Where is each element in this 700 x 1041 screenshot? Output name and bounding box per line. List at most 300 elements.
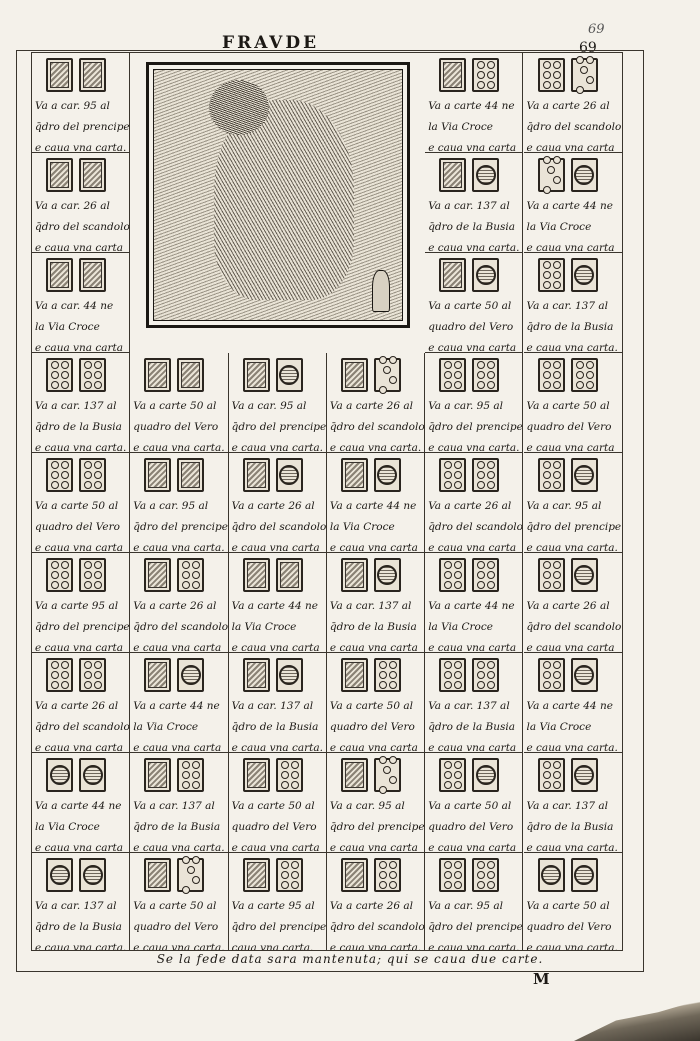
instruction-line: Va a car. 95 al	[329, 800, 405, 812]
left-card	[46, 58, 73, 92]
instruction-line: Va a carte 50 al	[329, 700, 413, 712]
instruction-line: Va a carte 44 ne	[329, 500, 417, 512]
card-pips-icon	[444, 861, 461, 889]
card-pair	[243, 558, 313, 594]
instruction-line: e caua vna carta	[231, 642, 320, 653]
card-coin-icon	[574, 265, 594, 285]
right-card	[571, 58, 598, 92]
instruction-line: Va a car. 95 al	[428, 400, 503, 412]
right-card	[571, 258, 598, 292]
card-pair	[439, 158, 509, 194]
right-card	[79, 558, 106, 592]
card-pips-icon	[543, 461, 560, 489]
instruction-line: q̄dro del prencipe	[35, 121, 130, 133]
instruction-line: Va a car. 26 al	[35, 200, 110, 212]
instruction-line: e caua vna carta	[231, 542, 320, 553]
instruction-line: Va a car. 137 al	[428, 700, 510, 712]
instruction-line: Va a car. 95 al	[428, 900, 503, 912]
instruction-line: e caua vna carta	[133, 642, 222, 653]
left-card	[46, 458, 73, 492]
card-pair	[144, 758, 214, 794]
card-pair	[144, 858, 214, 894]
instruction-line: e caua vna carta.	[35, 142, 127, 153]
card-pair	[538, 758, 608, 794]
card-coin-icon	[574, 865, 594, 885]
board-cell	[327, 453, 425, 553]
card-figure-icon	[83, 62, 102, 88]
cell-instruction	[527, 696, 621, 753]
card-figure-icon	[148, 662, 167, 688]
cell-instruction	[133, 596, 229, 653]
card-pips-icon	[543, 61, 560, 89]
board-cell	[229, 853, 327, 950]
left-card	[439, 658, 466, 692]
instruction-line: Va a carte 50 al	[133, 400, 217, 412]
card-figure-icon	[83, 262, 102, 288]
card-coin-icon	[574, 465, 594, 485]
instruction-line: q̄dro del scandolo	[133, 621, 229, 633]
card-coin-icon	[83, 765, 103, 785]
instruction-line: e caua vna carta.	[329, 442, 422, 453]
board-cell	[524, 853, 623, 950]
right-card	[177, 358, 204, 392]
cell-instruction	[527, 96, 621, 153]
left-card	[243, 858, 270, 892]
card-pair	[439, 58, 509, 94]
instruction-line: e caua vna carta	[35, 642, 123, 653]
right-card	[571, 658, 598, 692]
instruction-line: Va a carte 50 al	[526, 400, 610, 412]
card-figure-icon	[345, 862, 364, 888]
card-pips-icon	[84, 661, 101, 689]
instruction-line: quadro del Vero	[133, 921, 219, 933]
cell-instruction	[133, 796, 225, 853]
handwritten-page-number: 69	[588, 22, 605, 37]
instruction-line: la Via Croce	[35, 821, 100, 833]
instruction-line: la Via Croce	[231, 621, 297, 633]
card-coin-icon	[476, 165, 496, 185]
cell-instruction	[428, 896, 523, 950]
instruction-line: e caua vna carta.	[231, 742, 323, 753]
cell-instruction	[428, 196, 520, 253]
card-pips-icon	[444, 761, 461, 789]
card-coin-icon	[377, 465, 397, 485]
cell-instruction	[527, 596, 621, 653]
board-cell	[229, 553, 327, 653]
woodcut-head	[209, 80, 269, 135]
instruction-line: q̄dro del scandolo	[526, 621, 622, 633]
board-cell	[327, 753, 425, 853]
left-card	[144, 758, 171, 792]
right-card	[79, 658, 106, 692]
card-pips-icon	[543, 761, 560, 789]
cell-instruction	[35, 96, 130, 153]
cell-instruction	[330, 696, 422, 753]
cell-instruction	[428, 96, 520, 153]
board-cell	[524, 753, 623, 853]
left-card	[538, 158, 565, 192]
right-card	[472, 658, 499, 692]
board-cell	[229, 453, 327, 553]
card-pair	[538, 658, 608, 694]
board-cell	[32, 653, 130, 753]
instruction-line: Va a carte 50 al	[428, 800, 512, 812]
board-cell	[130, 453, 228, 553]
cell-instruction	[35, 596, 130, 653]
instruction-line: Va a carte 44 ne	[35, 800, 122, 812]
card-figure-icon	[345, 462, 364, 488]
right-card	[571, 158, 598, 192]
instruction-line: q̄dro del prencipe	[428, 921, 523, 933]
card-pips-icon	[477, 361, 494, 389]
card-pips-icon	[543, 156, 560, 194]
board-cell	[524, 453, 623, 553]
left-card	[341, 358, 368, 392]
instruction-line: q̄dro del prencipe	[231, 921, 327, 933]
card-pips-icon	[51, 361, 68, 389]
card-figure-icon	[345, 762, 364, 788]
left-card	[144, 658, 171, 692]
instruction-line: q̄dro de la Busia	[231, 721, 319, 733]
card-figure-icon	[280, 562, 299, 588]
card-coin-icon	[377, 565, 397, 585]
card-pips-icon	[182, 761, 199, 789]
instruction-line: caua vna carta.	[231, 942, 314, 950]
instruction-line: e caua vna carta	[526, 142, 615, 153]
left-card	[46, 658, 73, 692]
cell-instruction	[133, 896, 225, 950]
instruction-line: e caua vna carta.	[526, 342, 618, 353]
card-figure-icon	[148, 762, 167, 788]
card-coin-icon	[476, 765, 496, 785]
instruction-line: Va a car. 137 al	[133, 800, 215, 812]
left-card	[538, 858, 565, 892]
instruction-line: quadro del Vero	[329, 721, 415, 733]
board-cell	[130, 753, 228, 853]
cell-instruction	[527, 896, 621, 950]
left-card	[439, 358, 466, 392]
board-cell	[229, 753, 327, 853]
instruction-line: q̄dro de la Busia	[329, 621, 417, 633]
card-figure-icon	[148, 562, 167, 588]
instruction-line: Va a car. 137 al	[231, 700, 314, 712]
instruction-line: Va a car. 95 al	[231, 400, 307, 412]
instruction-line: la Via Croce	[35, 321, 100, 333]
card-pair	[46, 458, 116, 494]
cell-instruction	[35, 496, 127, 553]
card-coin-icon	[476, 265, 496, 285]
left-card	[144, 858, 171, 892]
card-coin-icon	[574, 765, 594, 785]
instruction-line: Va a carte 44 ne	[428, 600, 515, 612]
instruction-line: la Via Croce	[329, 521, 395, 533]
right-card	[374, 558, 401, 592]
instruction-line: Va a car. 137 al	[526, 800, 608, 812]
left-card	[538, 258, 565, 292]
cell-instruction	[330, 596, 422, 653]
cell-instruction	[428, 496, 523, 553]
cell-instruction	[133, 696, 225, 753]
card-figure-icon	[50, 62, 69, 88]
card-pair	[243, 858, 313, 894]
instruction-line: Va a carte 44 ne	[526, 200, 613, 212]
board-cell	[425, 53, 523, 153]
card-pips-icon	[51, 661, 68, 689]
card-coin-icon	[279, 465, 299, 485]
board-cell	[524, 553, 623, 653]
instruction-line: la Via Croce	[133, 721, 199, 733]
right-card	[79, 158, 106, 192]
board-cell	[425, 853, 523, 950]
card-figure-icon	[247, 462, 266, 488]
card-pips-icon	[444, 561, 461, 589]
right-card	[571, 458, 598, 492]
instruction-line: Va a carte 44 ne	[428, 100, 515, 112]
right-card	[374, 458, 401, 492]
board-cell	[32, 253, 130, 353]
card-figure-icon	[443, 162, 462, 188]
card-pips-icon	[444, 661, 461, 689]
board-cell	[327, 353, 425, 453]
left-card	[439, 58, 466, 92]
card-coin-icon	[181, 665, 201, 685]
instruction-line: quadro del Vero	[133, 421, 219, 433]
cell-instruction	[527, 296, 621, 353]
instruction-line: q̄dro del scandolo	[428, 521, 523, 533]
instruction-line: e caua vna carta.	[133, 942, 225, 950]
instruction-line: q̄dro del scandolo	[329, 421, 425, 433]
cell-instruction	[428, 696, 520, 753]
instruction-line: e caua vna carta	[35, 542, 123, 553]
woodcut-engraving	[153, 69, 403, 321]
card-pair	[243, 358, 313, 394]
board-cell	[425, 753, 523, 853]
right-card	[276, 358, 303, 392]
card-pair	[46, 158, 116, 194]
card-pair	[243, 658, 313, 694]
card-pips-icon	[182, 856, 199, 894]
card-pips-icon	[84, 461, 101, 489]
card-pair	[341, 458, 411, 494]
board-cell	[229, 653, 327, 753]
board-cell	[130, 653, 228, 753]
instruction-line: q̄dro del prencipe	[526, 521, 622, 533]
card-pair	[46, 758, 116, 794]
cell-instruction	[35, 696, 130, 753]
instruction-line: Va a car. 137 al	[329, 600, 412, 612]
instruction-line: la Via Croce	[526, 221, 592, 233]
card-pair	[243, 458, 313, 494]
instruction-line: q̄dro del scandolo	[329, 921, 425, 933]
card-pips-icon	[379, 356, 396, 394]
left-card	[46, 158, 73, 192]
footer-caption: Se la fede data sara mantenuta; qui se caua due carte.	[156, 952, 544, 966]
instruction-line: Va a carte 50 al	[428, 300, 512, 312]
instruction-line: quadro del Vero	[35, 521, 120, 533]
board-cell	[425, 453, 523, 553]
card-pair	[144, 658, 214, 694]
instruction-line: e caua vna carta	[428, 542, 517, 553]
instruction-line: e caua vna carta	[526, 242, 615, 253]
right-card	[374, 358, 401, 392]
board-cell	[32, 453, 130, 553]
left-card	[243, 358, 270, 392]
card-pips-icon	[444, 361, 461, 389]
right-card	[472, 558, 499, 592]
left-card	[243, 758, 270, 792]
instruction-line: Va a carte 44 ne	[133, 700, 220, 712]
left-card	[144, 458, 171, 492]
instruction-line: q̄dro del scandolo	[35, 721, 130, 733]
card-figure-icon	[345, 562, 364, 588]
instruction-line: e caua vna carta.	[35, 442, 127, 453]
instruction-line: q̄dro de la Busia	[526, 321, 614, 333]
left-card	[538, 358, 565, 392]
card-pair	[46, 358, 116, 394]
signature-mark: M	[533, 970, 550, 988]
instruction-line: Va a carte 50 al	[133, 900, 217, 912]
instruction-line: Va a carte 95 al	[35, 600, 119, 612]
instruction-line: e caua vna carta	[428, 842, 517, 853]
right-card	[177, 558, 204, 592]
left-card	[46, 258, 73, 292]
right-card	[79, 58, 106, 92]
instruction-line: e caua vna carta	[428, 742, 517, 753]
instruction-line: la Via Croce	[526, 721, 592, 733]
instruction-line: e caua vna carta	[428, 342, 517, 353]
right-card	[79, 858, 106, 892]
left-card	[46, 558, 73, 592]
board-cell	[327, 553, 425, 653]
board-cell	[524, 53, 623, 153]
instruction-line: Va a carte 26 al	[526, 100, 610, 112]
instruction-line: quadro del Vero	[526, 421, 612, 433]
cell-instruction	[428, 396, 523, 453]
card-figure-icon	[181, 462, 200, 488]
cell-instruction	[35, 296, 127, 353]
card-pips-icon	[477, 561, 494, 589]
card-figure-icon	[247, 762, 266, 788]
board-cell	[229, 353, 327, 453]
board-cell	[524, 153, 623, 253]
fraud-woodcut-illustration	[146, 62, 410, 328]
card-pair	[144, 558, 214, 594]
board-cell	[32, 353, 130, 453]
instruction-line: Va a carte 26 al	[526, 600, 610, 612]
instruction-line: Va a carte 26 al	[231, 500, 315, 512]
instruction-line: e caua vna carta	[329, 542, 418, 553]
cell-instruction	[35, 896, 127, 950]
card-pair	[144, 458, 214, 494]
instruction-line: e caua vna carta.	[526, 542, 618, 553]
instruction-line: e caua vna carta.	[526, 942, 618, 950]
right-card	[79, 258, 106, 292]
cell-instruction	[133, 396, 225, 453]
instruction-line: e caua vna carta.	[428, 442, 520, 453]
left-card	[439, 258, 466, 292]
card-pair	[341, 758, 411, 794]
right-card	[177, 658, 204, 692]
cell-instruction	[231, 396, 327, 453]
left-card	[341, 858, 368, 892]
board-cell	[524, 653, 623, 753]
board-cell	[425, 353, 523, 453]
card-pair	[46, 658, 116, 694]
instruction-line: e caua vna carta.	[133, 542, 225, 553]
board-cell	[32, 753, 130, 853]
card-pair	[243, 758, 313, 794]
instruction-line: q̄dro de la Busia	[428, 221, 516, 233]
cell-instruction	[527, 496, 621, 553]
instruction-line: Va a carte 50 al	[231, 800, 315, 812]
card-pips-icon	[543, 561, 560, 589]
instruction-line: Va a carte 26 al	[35, 700, 119, 712]
instruction-line: q̄dro del scandolo	[526, 121, 622, 133]
instruction-line: Va a carte 26 al	[329, 400, 413, 412]
card-pips-icon	[576, 361, 593, 389]
instruction-line: q̄dro del prencipe	[329, 821, 425, 833]
cell-instruction	[330, 496, 422, 553]
instruction-line: quadro del Vero	[428, 821, 514, 833]
board-cell	[32, 53, 130, 153]
right-card	[374, 758, 401, 792]
right-card	[571, 858, 598, 892]
instruction-line: q̄dro del prencipe	[428, 421, 523, 433]
instruction-line: e caua vna carta.	[428, 942, 520, 950]
instruction-line: e caua vna carta.	[329, 942, 422, 950]
right-card	[276, 858, 303, 892]
board-cell	[327, 853, 425, 950]
card-pair	[46, 58, 116, 94]
cell-instruction	[231, 496, 327, 553]
board-cell	[425, 153, 523, 253]
instruction-line: Va a car. 137 al	[35, 900, 117, 912]
instruction-line: Va a carte 26 al	[329, 900, 413, 912]
card-pair	[538, 558, 608, 594]
instruction-line: e caua vna carta.	[231, 442, 323, 453]
right-card	[472, 458, 499, 492]
cell-instruction	[232, 796, 324, 853]
instruction-line: Va a carte 95 al	[231, 900, 315, 912]
left-card	[243, 658, 270, 692]
instruction-line: quadro del Vero	[428, 321, 514, 333]
card-pair	[341, 358, 411, 394]
instruction-line: e caua vna carta	[428, 642, 517, 653]
instruction-line: q̄dro de la Busia	[428, 721, 516, 733]
instruction-line: q̄dro del scandolo	[35, 221, 130, 233]
instruction-line: Va a carte 50 al	[35, 500, 119, 512]
card-figure-icon	[443, 62, 462, 88]
instruction-line: q̄dro de la Busia	[35, 921, 122, 933]
cell-instruction	[329, 396, 425, 453]
instruction-line: e caua vna carta	[35, 842, 123, 853]
left-card	[538, 458, 565, 492]
board-cell	[130, 353, 228, 453]
board-cell	[130, 853, 228, 950]
card-pair	[439, 358, 509, 394]
instruction-line: q̄dro de la Busia	[35, 421, 122, 433]
instruction-line: e caua vna carta.	[526, 742, 618, 753]
instruction-line: la Via Croce	[428, 621, 493, 633]
instruction-line: Va a car. 95 al	[526, 500, 602, 512]
instruction-line: Va a car. 137 al	[526, 300, 608, 312]
right-card	[472, 58, 499, 92]
left-card	[243, 558, 270, 592]
instruction-line: q̄dro de la Busia	[133, 821, 221, 833]
page-number: 69	[579, 40, 597, 56]
card-pips-icon	[379, 861, 396, 889]
board-cell	[425, 253, 523, 353]
